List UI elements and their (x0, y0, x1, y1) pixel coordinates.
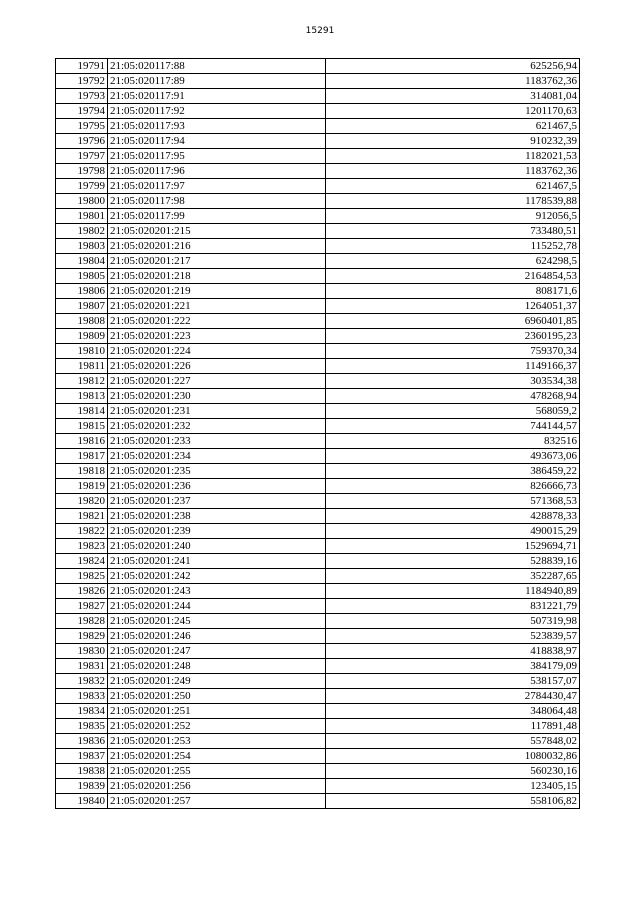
table-row (56, 194, 580, 209)
cadastral-number-cell: 21:05:020117:99 (108, 209, 326, 224)
cadastral-number-cell: 21:05:020117:93 (108, 119, 326, 134)
cadastral-value-cell: 912056,5 (326, 209, 580, 224)
row-number-cell: 19792 (56, 74, 108, 89)
cadastral-value-cell: 826666,73 (326, 479, 580, 494)
cadastral-value-cell: 493673,06 (326, 449, 580, 464)
cadastral-number-cell: 21:05:020201:238 (108, 509, 326, 524)
cadastral-value-cell: 1264051,37 (326, 299, 580, 314)
cadastral-value-cell: 624298,5 (326, 254, 580, 269)
table-row (56, 404, 580, 419)
cadastral-value-cell: 314081,04 (326, 89, 580, 104)
cadastral-number-cell: 21:05:020201:232 (108, 419, 326, 434)
table-row (56, 704, 580, 719)
cadastral-value-cell: 490015,29 (326, 524, 580, 539)
table-row (56, 284, 580, 299)
cadastral-number-cell: 21:05:020201:222 (108, 314, 326, 329)
row-number-cell: 19805 (56, 269, 108, 284)
cadastral-number-cell: 21:05:020201:218 (108, 269, 326, 284)
cadastral-value-cell: 621467,5 (326, 179, 580, 194)
cadastral-number-cell: 21:05:020117:89 (108, 74, 326, 89)
table-row (56, 389, 580, 404)
table-row (56, 584, 580, 599)
cadastral-number-cell: 21:05:020201:230 (108, 389, 326, 404)
cadastral-value-cell: 558106,82 (326, 794, 580, 809)
row-number-cell: 19819 (56, 479, 108, 494)
row-number-cell: 19827 (56, 599, 108, 614)
row-number-cell: 19813 (56, 389, 108, 404)
cadastral-number-cell: 21:05:020201:245 (108, 614, 326, 629)
cadastral-value-cell: 2784430,47 (326, 689, 580, 704)
cadastral-value-cell: 386459,22 (326, 464, 580, 479)
table-row (56, 164, 580, 179)
table-row (56, 119, 580, 134)
cadastral-number-cell: 21:05:020201:240 (108, 539, 326, 554)
cadastral-number-cell: 21:05:020201:235 (108, 464, 326, 479)
table-row (56, 659, 580, 674)
table-row (56, 419, 580, 434)
table-row (56, 299, 580, 314)
row-number-cell: 19795 (56, 119, 108, 134)
cadastral-value-cell: 352287,65 (326, 569, 580, 584)
cadastral-value-cell: 303534,38 (326, 374, 580, 389)
cadastral-number-cell: 21:05:020201:257 (108, 794, 326, 809)
cadastral-number-cell: 21:05:020201:223 (108, 329, 326, 344)
cadastral-value-cell: 1529694,71 (326, 539, 580, 554)
cadastral-number-cell: 21:05:020201:248 (108, 659, 326, 674)
cadastral-number-cell: 21:05:020201:244 (108, 599, 326, 614)
cadastral-value-cell: 507319,98 (326, 614, 580, 629)
table-row (56, 629, 580, 644)
row-number-cell: 19811 (56, 359, 108, 374)
row-number-cell: 19834 (56, 704, 108, 719)
cadastral-number-cell: 21:05:020201:236 (108, 479, 326, 494)
cadastral-number-cell: 21:05:020201:243 (108, 584, 326, 599)
cadastral-number-cell: 21:05:020201:226 (108, 359, 326, 374)
row-number-cell: 19809 (56, 329, 108, 344)
cadastral-number-cell: 21:05:020201:221 (108, 299, 326, 314)
cadastral-value-cell: 478268,94 (326, 389, 580, 404)
cadastral-value-cell: 523839,57 (326, 629, 580, 644)
cadastral-number-cell: 21:05:020201:252 (108, 719, 326, 734)
cadastral-number-cell: 21:05:020201:250 (108, 689, 326, 704)
row-number-cell: 19829 (56, 629, 108, 644)
row-number-cell: 19822 (56, 524, 108, 539)
table-row (56, 74, 580, 89)
table-row (56, 779, 580, 794)
row-number-cell: 19807 (56, 299, 108, 314)
row-number-cell: 19836 (56, 734, 108, 749)
row-number-cell: 19835 (56, 719, 108, 734)
cadastral-number-cell: 21:05:020201:219 (108, 284, 326, 299)
row-number-cell: 19801 (56, 209, 108, 224)
row-number-cell: 19839 (56, 779, 108, 794)
table-row (56, 224, 580, 239)
cadastral-number-cell: 21:05:020201:253 (108, 734, 326, 749)
table-row (56, 749, 580, 764)
cadastral-number-cell: 21:05:020201:251 (108, 704, 326, 719)
cadastral-number-cell: 21:05:020201:247 (108, 644, 326, 659)
row-number-cell: 19837 (56, 749, 108, 764)
cadastral-number-cell: 21:05:020201:217 (108, 254, 326, 269)
cadastral-value-cell: 348064,48 (326, 704, 580, 719)
cadastral-value-cell: 808171,6 (326, 284, 580, 299)
row-number-cell: 19816 (56, 434, 108, 449)
cadastral-number-cell: 21:05:020201:239 (108, 524, 326, 539)
cadastral-value-cell: 1178539,88 (326, 194, 580, 209)
cadastral-value-cell: 1183762,36 (326, 74, 580, 89)
cadastral-value-cell: 1184940,89 (326, 584, 580, 599)
row-number-cell: 19831 (56, 659, 108, 674)
cadastral-number-cell: 21:05:020201:224 (108, 344, 326, 359)
cadastral-number-cell: 21:05:020201:242 (108, 569, 326, 584)
cadastral-number-cell: 21:05:020201:234 (108, 449, 326, 464)
cadastral-number-cell: 21:05:020201:255 (108, 764, 326, 779)
cadastral-value-cell: 538157,07 (326, 674, 580, 689)
table-row (56, 464, 580, 479)
table-row (56, 269, 580, 284)
cadastral-value-cell: 6960401,85 (326, 314, 580, 329)
cadastral-value-cell: 2360195,23 (326, 329, 580, 344)
cadastral-number-cell: 21:05:020117:97 (108, 179, 326, 194)
cadastral-value-cell: 560230,16 (326, 764, 580, 779)
cadastral-number-cell: 21:05:020201:231 (108, 404, 326, 419)
cadastral-value-cell: 115252,78 (326, 239, 580, 254)
cadastral-value-cell: 625256,94 (326, 59, 580, 74)
row-number-cell: 19794 (56, 104, 108, 119)
table-row (56, 674, 580, 689)
table-row (56, 569, 580, 584)
table-row (56, 539, 580, 554)
cadastral-value-cell: 568059,2 (326, 404, 580, 419)
row-number-cell: 19821 (56, 509, 108, 524)
cadastral-value-cell: 1182021,53 (326, 149, 580, 164)
row-number-cell: 19803 (56, 239, 108, 254)
cadastral-number-cell: 21:05:020201:215 (108, 224, 326, 239)
cadastral-number-cell: 21:05:020201:246 (108, 629, 326, 644)
table-row (56, 509, 580, 524)
table-row (56, 59, 580, 74)
table-row (56, 179, 580, 194)
row-number-cell: 19798 (56, 164, 108, 179)
table-row (56, 794, 580, 809)
table-row (56, 344, 580, 359)
row-number-cell: 19793 (56, 89, 108, 104)
table-row (56, 329, 580, 344)
cadastral-number-cell: 21:05:020201:237 (108, 494, 326, 509)
row-number-cell: 19791 (56, 59, 108, 74)
row-number-cell: 19826 (56, 584, 108, 599)
table-row (56, 254, 580, 269)
page-number: 15291 (305, 26, 335, 36)
cadastral-value-cell: 384179,09 (326, 659, 580, 674)
cadastral-value-cell: 123405,15 (326, 779, 580, 794)
cadastral-number-cell: 21:05:020117:94 (108, 134, 326, 149)
row-number-cell: 19828 (56, 614, 108, 629)
table-row (56, 599, 580, 614)
cadastral-value-cell: 428878,33 (326, 509, 580, 524)
cadastral-number-cell: 21:05:020117:91 (108, 89, 326, 104)
cadastral-value-cell: 1080032,86 (326, 749, 580, 764)
cadastral-number-cell: 21:05:020201:241 (108, 554, 326, 569)
cadastral-value-cell: 571368,53 (326, 494, 580, 509)
table-row (56, 374, 580, 389)
row-number-cell: 19814 (56, 404, 108, 419)
table-row (56, 134, 580, 149)
cadastral-number-cell: 21:05:020201:256 (108, 779, 326, 794)
table-row (56, 89, 580, 104)
table-row (56, 614, 580, 629)
cadastral-number-cell: 21:05:020117:88 (108, 59, 326, 74)
table-row (56, 494, 580, 509)
cadastral-number-cell: 21:05:020201:216 (108, 239, 326, 254)
row-number-cell: 19817 (56, 449, 108, 464)
cadastral-number-cell: 21:05:020201:249 (108, 674, 326, 689)
cadastral-value-cell: 1183762,36 (326, 164, 580, 179)
row-number-cell: 19818 (56, 464, 108, 479)
row-number-cell: 19799 (56, 179, 108, 194)
cadastral-value-cell: 621467,5 (326, 119, 580, 134)
cadastral-value-cell: 2164854,53 (326, 269, 580, 284)
row-number-cell: 19820 (56, 494, 108, 509)
cadastral-value-cell: 418838,97 (326, 644, 580, 659)
row-number-cell: 19838 (56, 764, 108, 779)
table-row (56, 689, 580, 704)
cadastral-value-cell: 744144,57 (326, 419, 580, 434)
table-row (56, 104, 580, 119)
row-number-cell: 19810 (56, 344, 108, 359)
cadastral-number-cell: 21:05:020201:254 (108, 749, 326, 764)
row-number-cell: 19806 (56, 284, 108, 299)
table-body (56, 59, 580, 809)
row-number-cell: 19840 (56, 794, 108, 809)
row-number-cell: 19832 (56, 674, 108, 689)
table-row (56, 149, 580, 164)
table-row (56, 734, 580, 749)
row-number-cell: 19825 (56, 569, 108, 584)
table-row (56, 359, 580, 374)
table-row (56, 554, 580, 569)
cadastral-value-table (55, 58, 580, 809)
cadastral-number-cell: 21:05:020117:92 (108, 104, 326, 119)
table-row (56, 479, 580, 494)
table-row (56, 719, 580, 734)
cadastral-value-cell: 910232,39 (326, 134, 580, 149)
row-number-cell: 19830 (56, 644, 108, 659)
cadastral-value-cell: 831221,79 (326, 599, 580, 614)
row-number-cell: 19797 (56, 149, 108, 164)
row-number-cell: 19812 (56, 374, 108, 389)
table-row (56, 644, 580, 659)
cadastral-value-cell: 117891,48 (326, 719, 580, 734)
row-number-cell: 19800 (56, 194, 108, 209)
table-row (56, 434, 580, 449)
row-number-cell: 19824 (56, 554, 108, 569)
cadastral-number-cell: 21:05:020117:96 (108, 164, 326, 179)
cadastral-value-cell: 733480,51 (326, 224, 580, 239)
row-number-cell: 19823 (56, 539, 108, 554)
row-number-cell: 19815 (56, 419, 108, 434)
table-row (56, 209, 580, 224)
row-number-cell: 19796 (56, 134, 108, 149)
table-row (56, 524, 580, 539)
table-row (56, 449, 580, 464)
row-number-cell: 19802 (56, 224, 108, 239)
cadastral-value-cell: 1149166,37 (326, 359, 580, 374)
cadastral-number-cell: 21:05:020201:227 (108, 374, 326, 389)
table-row (56, 239, 580, 254)
cadastral-number-cell: 21:05:020117:95 (108, 149, 326, 164)
row-number-cell: 19808 (56, 314, 108, 329)
cadastral-value-cell: 1201170,63 (326, 104, 580, 119)
row-number-cell: 19833 (56, 689, 108, 704)
row-number-cell: 19804 (56, 254, 108, 269)
cadastral-value-cell: 557848,02 (326, 734, 580, 749)
table-row (56, 764, 580, 779)
table-row (56, 314, 580, 329)
cadastral-value-cell: 528839,16 (326, 554, 580, 569)
cadastral-value-cell: 759370,34 (326, 344, 580, 359)
cadastral-number-cell: 21:05:020201:233 (108, 434, 326, 449)
cadastral-value-cell: 832516 (326, 434, 580, 449)
cadastral-number-cell: 21:05:020117:98 (108, 194, 326, 209)
